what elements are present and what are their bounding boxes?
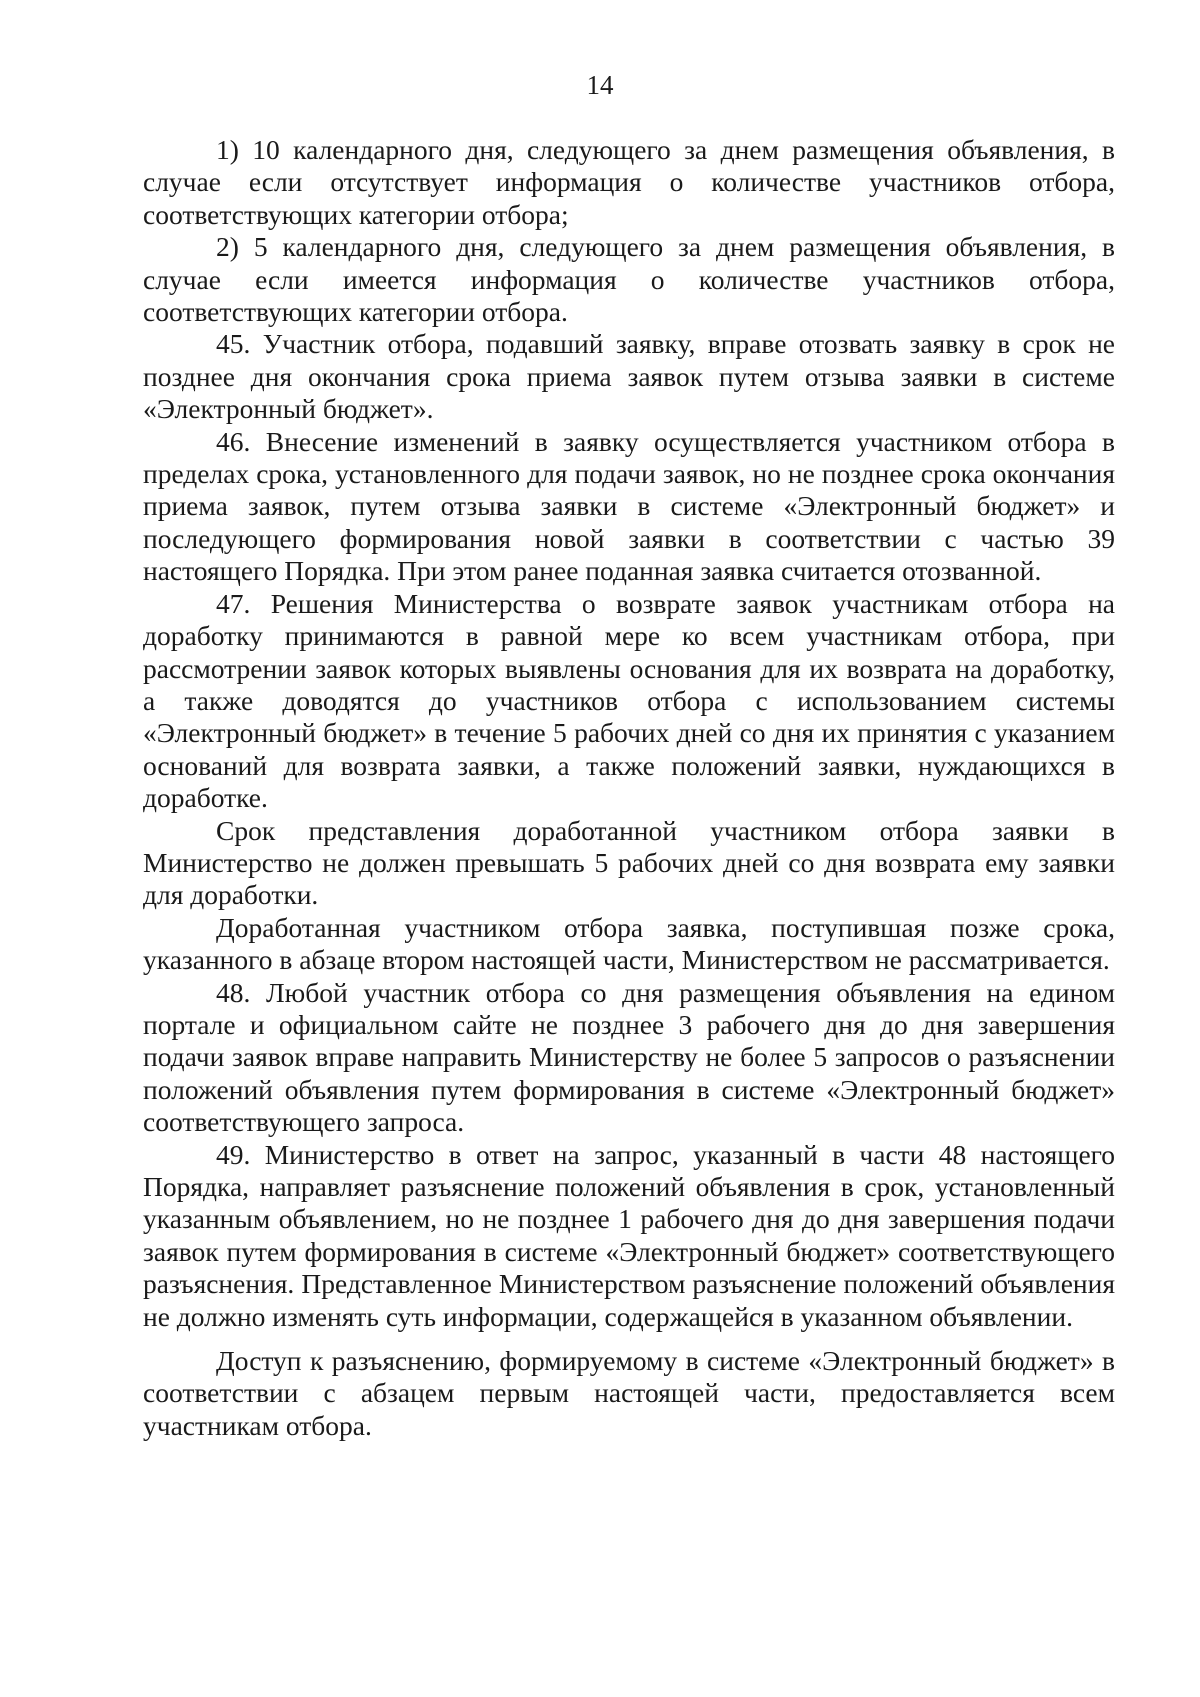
- paragraph-45: 45. Участник отбора, подавший заявку, вправе отозвать заявку в срок не позднее дня окончания срока приема заявок путем отзыва заявки в системе «Электронный бюджет».: [143, 328, 1115, 425]
- paragraph-47-late: Доработанная участником отбора заявка, поступившая позже срока, указанного в абзаце втором настоящей части, Министерством не рассматривается.: [143, 911, 1115, 976]
- paragraph-item-2: 2) 5 календарного дня, следующего за днем размещения объявления, в случае если имеется информация о количестве участников отбора, соответствующих категории отбора.: [143, 231, 1115, 328]
- paragraph-47-deadline: Срок представления доработанной участником отбора заявки в Министерство не должен превышать 5 рабочих дней со дня возврата ему заявки для доработки.: [143, 814, 1115, 911]
- document-body: [143, 134, 1115, 1442]
- paragraph-48: 48. Любой участник отбора со дня размещения объявления на едином портале и официальном сайте не позднее 3 рабочего дня до дня завершения подачи заявок вправе направить Министерству не более 5 запросов о разъяснении положений объявления путем формирования в системе «Электронный бюджет» соответствующего запроса.: [143, 976, 1115, 1138]
- paragraph-item-1: 1) 10 календарного дня, следующего за днем размещения объявления, в случае если отсутствует информация о количестве участников отбора, соответствующих категории отбора;: [143, 134, 1115, 230]
- paragraph-49-access: Доступ к разъяснению, формируемому в системе «Электронный бюджет» в соответствии с абзацем первым настоящей части, предоставляется всем участникам отбора.: [143, 1345, 1115, 1441]
- paragraph-47: 47. Решения Министерства о возврате заявок участникам отбора на доработку принимаются в равной мере ко всем участникам отбора, при рассмотрении заявок которых выявлены основания для их возврата на доработку, а также доводятся до участников отбора с использованием системы «Электронный бюджет» в течение 5 рабочих дней со дня их принятия с указанием оснований для возврата заявки, а также положений заявки, нуждающихся в доработке.: [143, 587, 1115, 814]
- page-number: 14: [586, 70, 614, 100]
- paragraph-49: 49. Министерство в ответ на запрос, указанный в части 48 настоящего Порядка, направляет разъяснение положений объявления в срок, установленный указанным объявлением, но не позднее 1 рабочего дня до дня завершения подачи заявок путем формирования в системе «Электронный бюджет» соответствующего разъяснения. Представленное Министерством разъяснение положений объявления не должно изменять суть информации, содержащейся в указанном объявлении.: [143, 1138, 1115, 1332]
- paragraph-46: 46. Внесение изменений в заявку осуществляется участником отбора в пределах срока, установленного для подачи заявок, но не позднее срока окончания приема заявок, путем отзыва заявки в системе «Электронный бюджет» и последующего формирования новой заявки в соответствии с частью 39 настоящего Порядка. При этом ранее поданная заявка считается отозванной.: [143, 425, 1115, 587]
